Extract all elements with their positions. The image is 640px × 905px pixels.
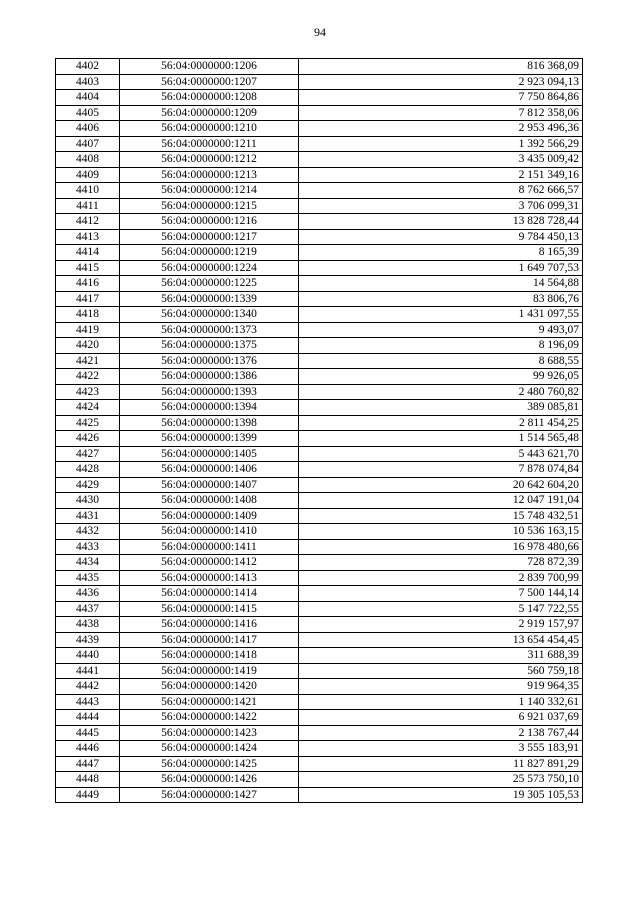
cadastral-number-cell: 56:04:0000000:1215: [120, 198, 299, 214]
table-row: [56, 353, 583, 369]
cadastral-number-cell: 56:04:0000000:1409: [120, 508, 299, 524]
cadastral-number-cell: 56:04:0000000:1424: [120, 741, 299, 757]
row-number-cell: 4413: [56, 229, 120, 245]
cadastral-number-cell: 56:04:0000000:1206: [120, 59, 299, 75]
table-row: [56, 74, 583, 90]
value-cell: 13 654 454,45: [299, 632, 583, 648]
table-row: [56, 260, 583, 276]
value-cell: 3 555 183,91: [299, 741, 583, 757]
value-cell: 16 978 480,66: [299, 539, 583, 555]
table-row: [56, 477, 583, 493]
cadastral-number-cell: 56:04:0000000:1426: [120, 772, 299, 788]
row-number-cell: 4442: [56, 679, 120, 695]
value-cell: 15 748 432,51: [299, 508, 583, 524]
table-row: [56, 214, 583, 230]
value-cell: 7 812 358,06: [299, 105, 583, 121]
value-cell: 9 784 450,13: [299, 229, 583, 245]
value-cell: 12 047 191,04: [299, 493, 583, 509]
cadastral-number-cell: 56:04:0000000:1414: [120, 586, 299, 602]
row-number-cell: 4419: [56, 322, 120, 338]
row-number-cell: 4435: [56, 570, 120, 586]
row-number-cell: 4443: [56, 694, 120, 710]
row-number-cell: 4447: [56, 756, 120, 772]
value-cell: 1 140 332,61: [299, 694, 583, 710]
table-row: [56, 245, 583, 261]
row-number-cell: 4407: [56, 136, 120, 152]
table-row: [56, 276, 583, 292]
cadastral-number-cell: 56:04:0000000:1398: [120, 415, 299, 431]
cadastral-number-cell: 56:04:0000000:1411: [120, 539, 299, 555]
table-row: [56, 167, 583, 183]
row-number-cell: 4429: [56, 477, 120, 493]
value-cell: 7 750 864,86: [299, 90, 583, 106]
value-cell: 13 828 728,44: [299, 214, 583, 230]
table-row: [56, 59, 583, 75]
value-cell: 2 811 454,25: [299, 415, 583, 431]
cadastral-number-cell: 56:04:0000000:1209: [120, 105, 299, 121]
table-row: [56, 322, 583, 338]
row-number-cell: 4411: [56, 198, 120, 214]
value-cell: 5 443 621,70: [299, 446, 583, 462]
value-cell: 8 688,55: [299, 353, 583, 369]
cadastral-number-cell: 56:04:0000000:1340: [120, 307, 299, 323]
row-number-cell: 4441: [56, 663, 120, 679]
row-number-cell: 4418: [56, 307, 120, 323]
value-cell: 20 642 604,20: [299, 477, 583, 493]
row-number-cell: 4406: [56, 121, 120, 137]
cadastral-number-cell: 56:04:0000000:1413: [120, 570, 299, 586]
row-number-cell: 4416: [56, 276, 120, 292]
table-row: [56, 524, 583, 540]
cadastral-number-cell: 56:04:0000000:1376: [120, 353, 299, 369]
row-number-cell: 4449: [56, 787, 120, 803]
row-number-cell: 4444: [56, 710, 120, 726]
row-number-cell: 4420: [56, 338, 120, 354]
table-row: [56, 369, 583, 385]
value-cell: 8 762 666,57: [299, 183, 583, 199]
table-row: [56, 617, 583, 633]
table-row: [56, 539, 583, 555]
table-row: [56, 725, 583, 741]
value-cell: 1 392 566,29: [299, 136, 583, 152]
value-cell: 8 196,09: [299, 338, 583, 354]
value-cell: 99 926,05: [299, 369, 583, 385]
cadastral-number-cell: 56:04:0000000:1219: [120, 245, 299, 261]
value-cell: 11 827 891,29: [299, 756, 583, 772]
cadastral-number-cell: 56:04:0000000:1408: [120, 493, 299, 509]
table-row: [56, 338, 583, 354]
table-row: [56, 229, 583, 245]
value-cell: 2 839 700,99: [299, 570, 583, 586]
value-cell: 1 514 565,48: [299, 431, 583, 447]
table-row: [56, 787, 583, 803]
cadastral-number-cell: 56:04:0000000:1417: [120, 632, 299, 648]
cadastral-number-cell: 56:04:0000000:1375: [120, 338, 299, 354]
table-row: [56, 772, 583, 788]
cadastral-number-cell: 56:04:0000000:1216: [120, 214, 299, 230]
row-number-cell: 4434: [56, 555, 120, 571]
row-number-cell: 4446: [56, 741, 120, 757]
cadastral-number-cell: 56:04:0000000:1339: [120, 291, 299, 307]
cadastral-number-cell: 56:04:0000000:1405: [120, 446, 299, 462]
cadastral-number-cell: 56:04:0000000:1394: [120, 400, 299, 416]
value-cell: 5 147 722,55: [299, 601, 583, 617]
table-row: [56, 384, 583, 400]
value-cell: 560 759,18: [299, 663, 583, 679]
cadastral-number-cell: 56:04:0000000:1427: [120, 787, 299, 803]
row-number-cell: 4427: [56, 446, 120, 462]
row-number-cell: 4421: [56, 353, 120, 369]
row-number-cell: 4436: [56, 586, 120, 602]
row-number-cell: 4430: [56, 493, 120, 509]
value-cell: 7 500 144,14: [299, 586, 583, 602]
cadastral-number-cell: 56:04:0000000:1415: [120, 601, 299, 617]
row-number-cell: 4428: [56, 462, 120, 478]
page-number: 94: [314, 25, 326, 39]
cadastral-number-cell: 56:04:0000000:1419: [120, 663, 299, 679]
value-cell: 83 806,76: [299, 291, 583, 307]
row-number-cell: 4417: [56, 291, 120, 307]
table-row: [56, 307, 583, 323]
table-row: [56, 648, 583, 664]
value-cell: 25 573 750,10: [299, 772, 583, 788]
cadastral-number-cell: 56:04:0000000:1212: [120, 152, 299, 168]
value-cell: 389 085,81: [299, 400, 583, 416]
value-cell: 1 431 097,55: [299, 307, 583, 323]
table-row: [56, 136, 583, 152]
row-number-cell: 4408: [56, 152, 120, 168]
cadastral-number-cell: 56:04:0000000:1373: [120, 322, 299, 338]
table-row: [56, 555, 583, 571]
value-cell: 2 151 349,16: [299, 167, 583, 183]
value-cell: 311 688,39: [299, 648, 583, 664]
cadastral-number-cell: 56:04:0000000:1208: [120, 90, 299, 106]
row-number-cell: 4425: [56, 415, 120, 431]
table-row: [56, 679, 583, 695]
table-row: [56, 400, 583, 416]
value-cell: 2 480 760,82: [299, 384, 583, 400]
table-row: [56, 291, 583, 307]
table-row: [56, 632, 583, 648]
value-cell: 816 368,09: [299, 59, 583, 75]
row-number-cell: 4405: [56, 105, 120, 121]
value-cell: 10 536 163,15: [299, 524, 583, 540]
row-number-cell: 4437: [56, 601, 120, 617]
cadastral-number-cell: 56:04:0000000:1425: [120, 756, 299, 772]
value-cell: 919 964,35: [299, 679, 583, 695]
row-number-cell: 4424: [56, 400, 120, 416]
row-number-cell: 4432: [56, 524, 120, 540]
row-number-cell: 4412: [56, 214, 120, 230]
cadastral-number-cell: 56:04:0000000:1420: [120, 679, 299, 695]
value-cell: 7 878 074,84: [299, 462, 583, 478]
table-row: [56, 493, 583, 509]
value-cell: 3 435 009,42: [299, 152, 583, 168]
row-number-cell: 4431: [56, 508, 120, 524]
value-cell: 3 706 099,31: [299, 198, 583, 214]
cadastral-number-cell: 56:04:0000000:1217: [120, 229, 299, 245]
row-number-cell: 4426: [56, 431, 120, 447]
value-cell: 9 493,07: [299, 322, 583, 338]
cadastral-number-cell: 56:04:0000000:1211: [120, 136, 299, 152]
value-cell: 2 138 767,44: [299, 725, 583, 741]
row-number-cell: 4414: [56, 245, 120, 261]
table-row: [56, 121, 583, 137]
table-row: [56, 601, 583, 617]
row-number-cell: 4448: [56, 772, 120, 788]
row-number-cell: 4440: [56, 648, 120, 664]
table-row: [56, 586, 583, 602]
cadastral-number-cell: 56:04:0000000:1224: [120, 260, 299, 276]
cadastral-number-cell: 56:04:0000000:1214: [120, 183, 299, 199]
cadastral-number-cell: 56:04:0000000:1406: [120, 462, 299, 478]
table-row: [56, 462, 583, 478]
cadastral-value-table: [55, 58, 583, 803]
table-row: [56, 90, 583, 106]
row-number-cell: 4422: [56, 369, 120, 385]
row-number-cell: 4415: [56, 260, 120, 276]
table-row: [56, 198, 583, 214]
value-cell: 2 923 094,13: [299, 74, 583, 90]
value-cell: 6 921 037,69: [299, 710, 583, 726]
row-number-cell: 4423: [56, 384, 120, 400]
cadastral-number-cell: 56:04:0000000:1393: [120, 384, 299, 400]
cadastral-number-cell: 56:04:0000000:1386: [120, 369, 299, 385]
table-row: [56, 183, 583, 199]
cadastral-number-cell: 56:04:0000000:1407: [120, 477, 299, 493]
table-row: [56, 446, 583, 462]
table-row: [56, 105, 583, 121]
table-row: [56, 663, 583, 679]
value-cell: 14 564,88: [299, 276, 583, 292]
cadastral-number-cell: 56:04:0000000:1210: [120, 121, 299, 137]
row-number-cell: 4402: [56, 59, 120, 75]
value-cell: 2 953 496,36: [299, 121, 583, 137]
cadastral-number-cell: 56:04:0000000:1421: [120, 694, 299, 710]
table-row: [56, 508, 583, 524]
row-number-cell: 4410: [56, 183, 120, 199]
row-number-cell: 4439: [56, 632, 120, 648]
value-cell: 728 872,39: [299, 555, 583, 571]
cadastral-number-cell: 56:04:0000000:1207: [120, 74, 299, 90]
row-number-cell: 4433: [56, 539, 120, 555]
value-cell: 2 919 157,97: [299, 617, 583, 633]
table-row: [56, 710, 583, 726]
cadastral-number-cell: 56:04:0000000:1399: [120, 431, 299, 447]
table-row: [56, 431, 583, 447]
cadastral-number-cell: 56:04:0000000:1412: [120, 555, 299, 571]
cadastral-number-cell: 56:04:0000000:1422: [120, 710, 299, 726]
cadastral-number-cell: 56:04:0000000:1213: [120, 167, 299, 183]
cadastral-number-cell: 56:04:0000000:1416: [120, 617, 299, 633]
table-row: [56, 694, 583, 710]
cadastral-number-cell: 56:04:0000000:1410: [120, 524, 299, 540]
row-number-cell: 4438: [56, 617, 120, 633]
value-cell: 8 165,39: [299, 245, 583, 261]
table-row: [56, 741, 583, 757]
row-number-cell: 4409: [56, 167, 120, 183]
cadastral-number-cell: 56:04:0000000:1225: [120, 276, 299, 292]
value-cell: 19 305 105,53: [299, 787, 583, 803]
table-row: [56, 756, 583, 772]
table-body: [56, 59, 583, 803]
table-row: [56, 570, 583, 586]
row-number-cell: 4404: [56, 90, 120, 106]
cadastral-number-cell: 56:04:0000000:1423: [120, 725, 299, 741]
table-row: [56, 415, 583, 431]
table-row: [56, 152, 583, 168]
value-cell: 1 649 707,53: [299, 260, 583, 276]
cadastral-number-cell: 56:04:0000000:1418: [120, 648, 299, 664]
row-number-cell: 4445: [56, 725, 120, 741]
row-number-cell: 4403: [56, 74, 120, 90]
